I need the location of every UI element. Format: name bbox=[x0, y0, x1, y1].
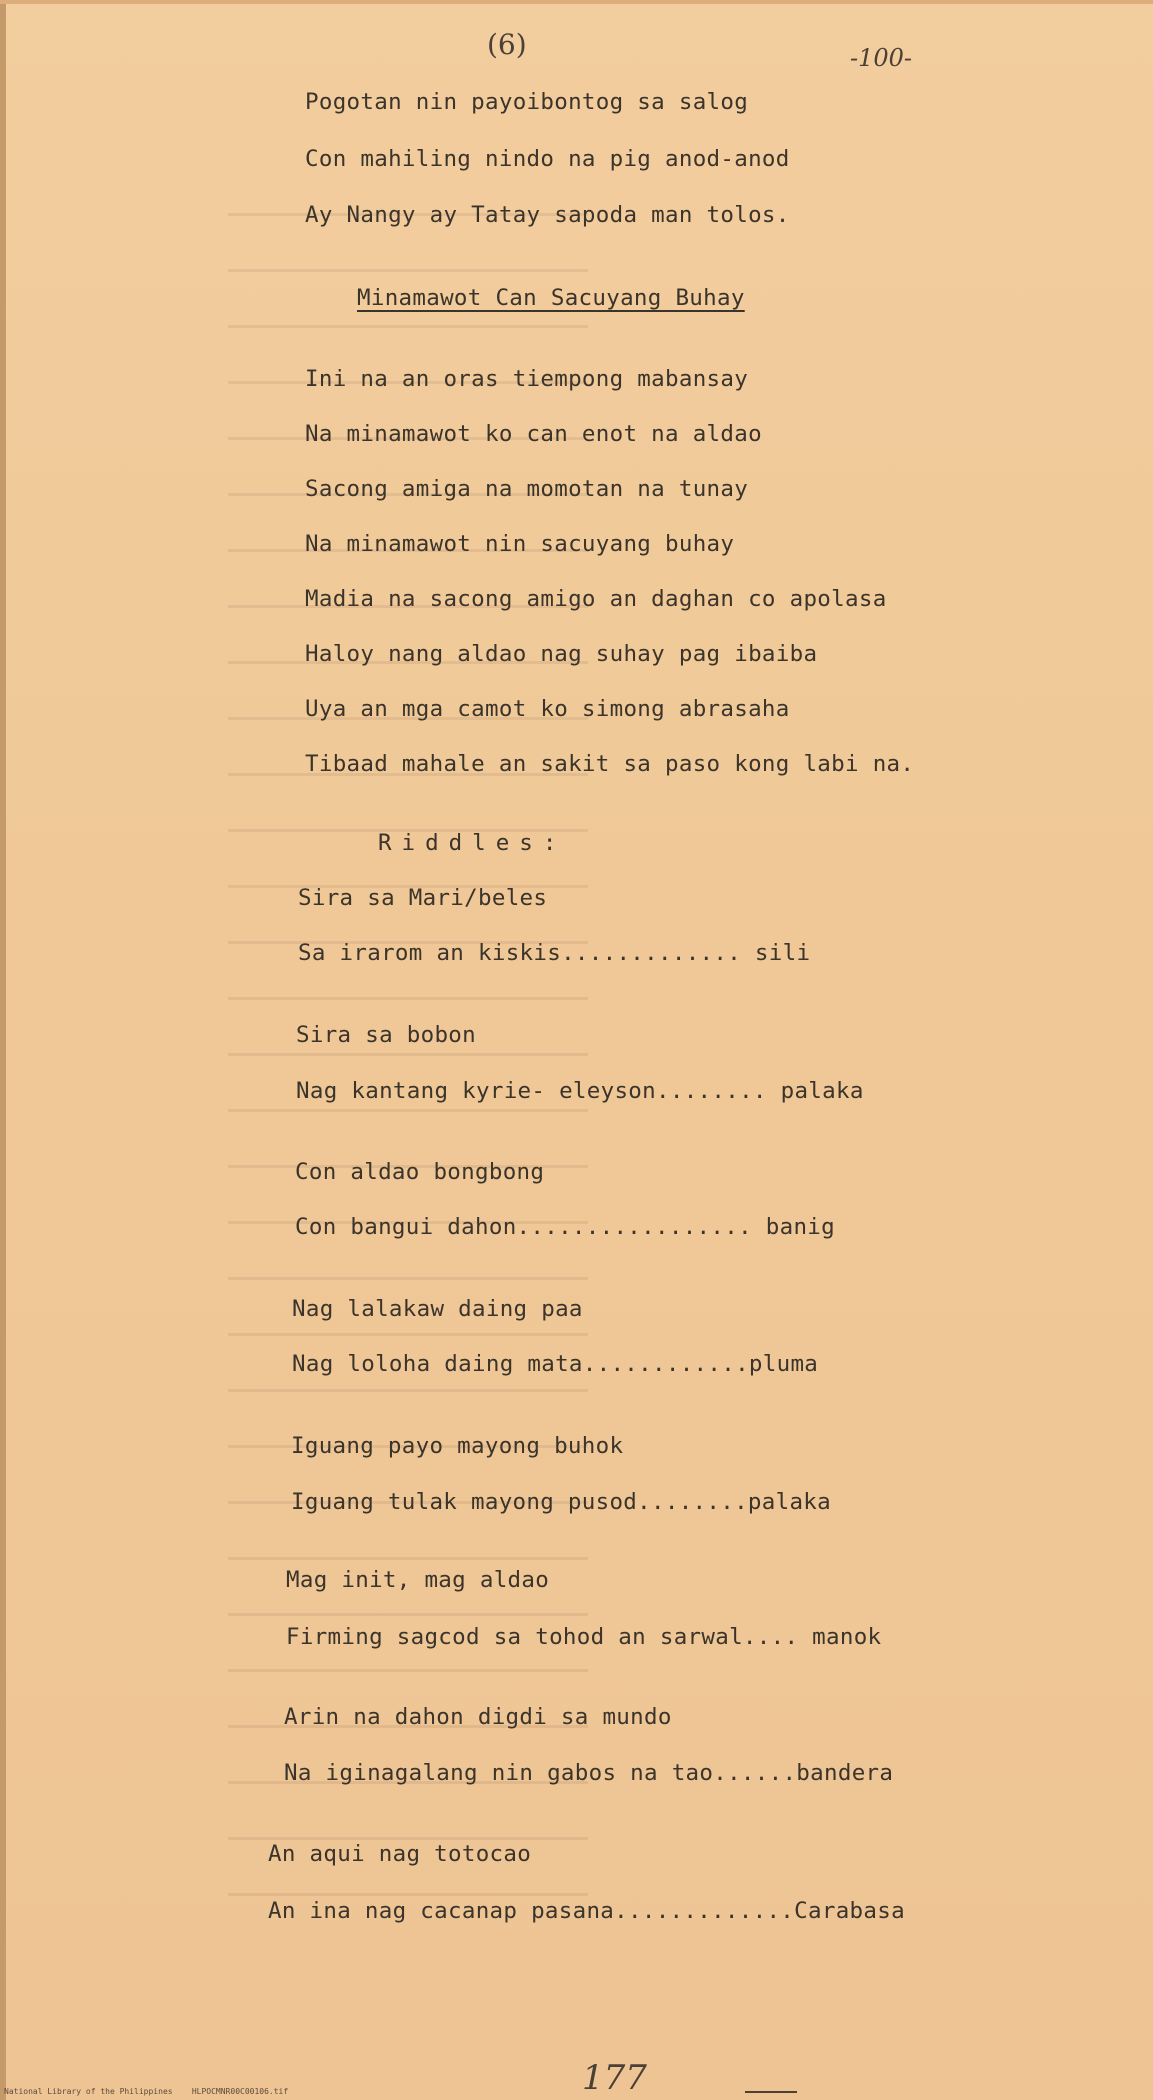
riddle-line: Nag lalakaw daing paa bbox=[292, 1296, 583, 1322]
riddle-line: Sira sa bobon bbox=[296, 1022, 476, 1048]
poem-line: Na minamawot ko can enot na aldao bbox=[305, 421, 762, 447]
riddle-answer-line: Firming sagcod sa tohod an sarwal.... manok bbox=[286, 1624, 882, 1650]
riddle-answer-line: Iguang tulak mayong pusod........palaka bbox=[291, 1489, 831, 1515]
riddle-answer-line: Na iginagalang nin gabos na tao......bandera bbox=[284, 1760, 894, 1786]
folio-number: -100- bbox=[850, 44, 913, 72]
riddle-answer-line: Con bangui dahon................. banig bbox=[295, 1214, 835, 1240]
poem-line: Pogotan nin payoibontog sa salog bbox=[305, 89, 749, 115]
riddle-line: Arin na dahon digdi sa mundo bbox=[284, 1704, 672, 1730]
paper-top-edge bbox=[0, 0, 1153, 4]
riddle-line: Con aldao bongbong bbox=[295, 1159, 545, 1185]
paper-edge bbox=[0, 0, 6, 2100]
poem-line: Con mahiling nindo na pig anod-anod bbox=[305, 146, 790, 172]
riddle-answer-line: An ina nag cacanap pasana.............Carabasa bbox=[268, 1898, 905, 1924]
underline-mark bbox=[745, 2091, 797, 2093]
poem-line: Sacong amiga na momotan na tunay bbox=[305, 476, 749, 502]
poem-line: Haloy nang aldao nag suhay pag ibaiba bbox=[305, 641, 818, 667]
riddle-line: Mag init, mag aldao bbox=[286, 1567, 550, 1593]
riddles-heading: Riddles: bbox=[378, 830, 567, 856]
poem-title: Minamawot Can Sacuyang Buhay bbox=[357, 285, 745, 311]
poem-line: Tibaad mahale an sakit sa paso kong labi na. bbox=[305, 751, 915, 777]
library-footer-text: National Library of the Philippines HLPOCMNR00C00106.tif bbox=[4, 2087, 289, 2096]
riddle-line: Iguang payo mayong buhok bbox=[291, 1433, 624, 1459]
riddle-line: Sira sa Mari/beles bbox=[298, 885, 548, 911]
poem-line: Ini na an oras tiempong mabansay bbox=[305, 366, 749, 392]
page-number: (6) bbox=[487, 28, 527, 61]
poem-line: Madia na sacong amigo an daghan co apolasa bbox=[305, 586, 887, 612]
riddle-answer-line: Nag kantang kyrie- eleyson........ palaka bbox=[296, 1078, 864, 1104]
riddle-line: An aqui nag totocao bbox=[268, 1841, 532, 1867]
riddle-answer-line: Nag loloha daing mata............pluma bbox=[292, 1351, 819, 1377]
poem-line: Na minamawot nin sacuyang buhay bbox=[305, 531, 735, 557]
poem-line: Uya an mga camot ko simong abrasaha bbox=[305, 696, 790, 722]
handwritten-page-number: 177 bbox=[582, 2058, 647, 2098]
riddle-answer-line: Sa irarom an kiskis............. sili bbox=[298, 940, 811, 966]
poem-line: Ay Nangy ay Tatay sapoda man tolos. bbox=[305, 202, 790, 228]
